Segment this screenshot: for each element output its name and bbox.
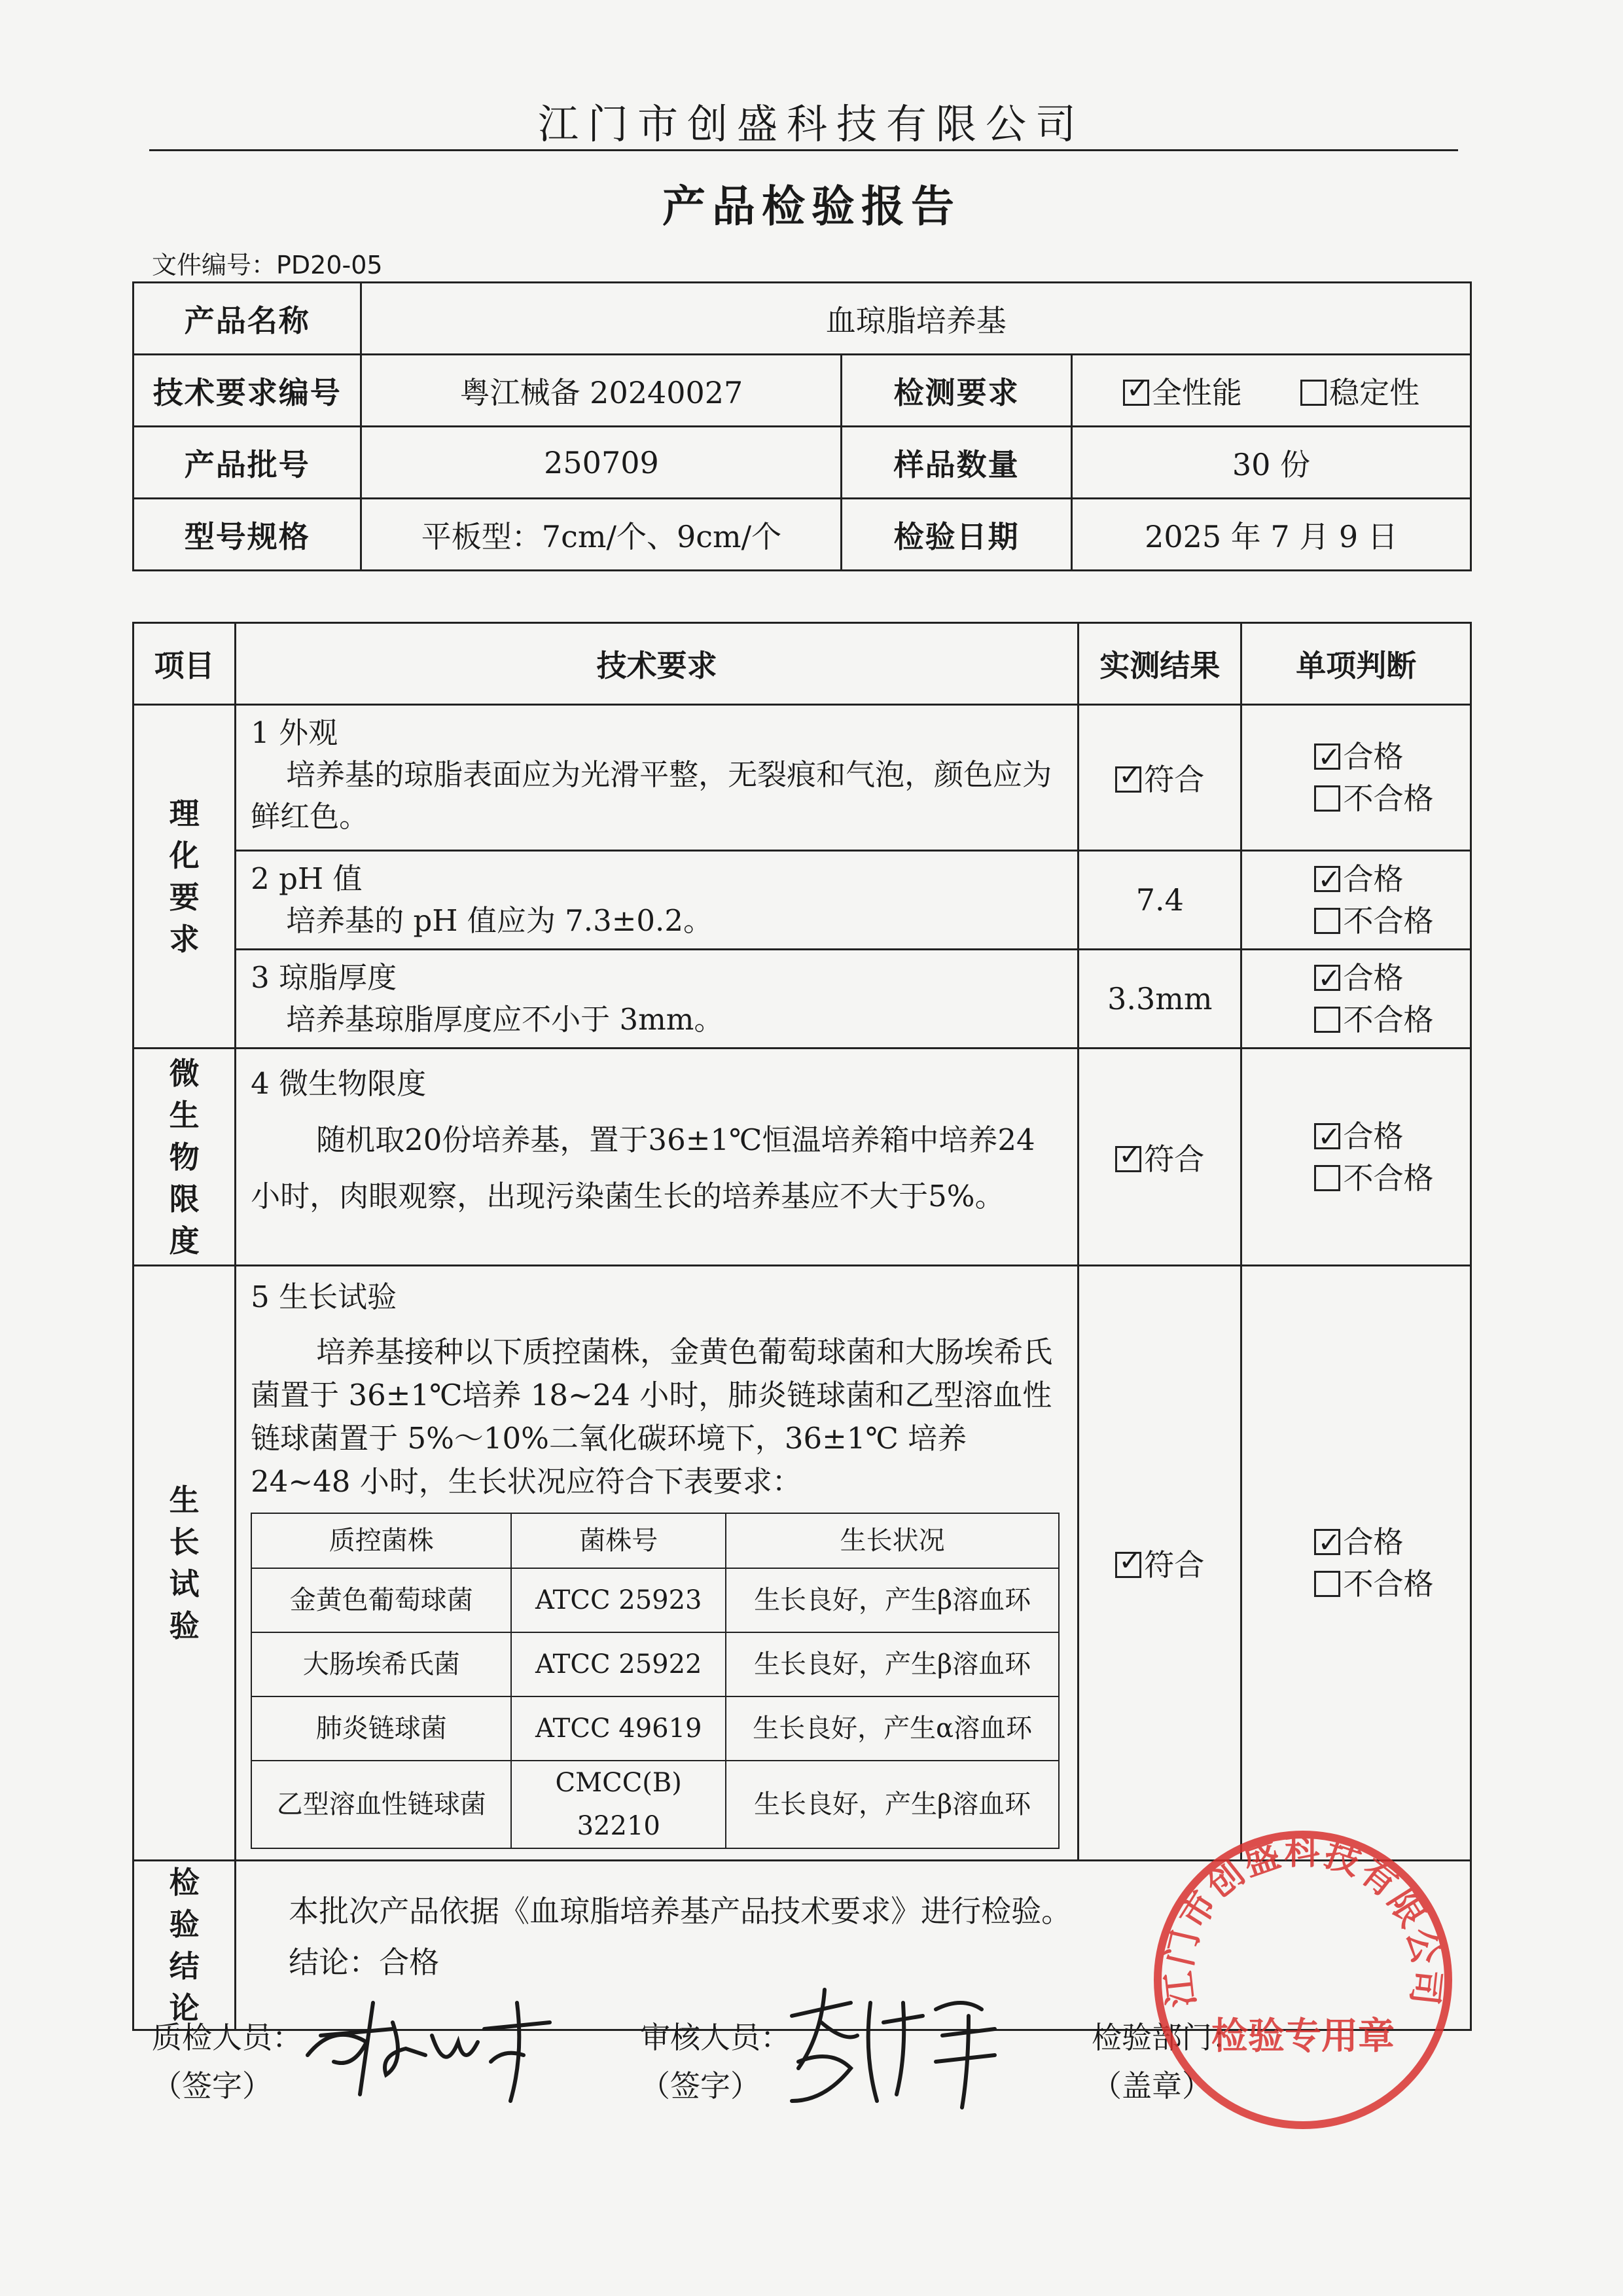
batch-value: 250709 bbox=[361, 427, 842, 499]
batch-label: 产品批号 bbox=[134, 427, 361, 499]
item-text: 随机取20份培养基，置于36±1℃恒温培养箱中培养24小时，肉眼观察，出现污染菌生长的培养基应不大于5%。 bbox=[251, 1122, 1035, 1213]
reviewer-handwritten-signature bbox=[772, 1977, 1008, 2114]
section-label-char: 生 bbox=[169, 1482, 200, 1518]
section-label-char: 试 bbox=[169, 1566, 200, 1602]
section-label-char: 要 bbox=[169, 880, 200, 915]
pass-label: 合格 bbox=[1343, 1524, 1404, 1560]
company-name: 江门市创盛科技有限公司 bbox=[537, 100, 1085, 148]
section-label-char: 微 bbox=[169, 1055, 200, 1091]
growth-status: 生长良好，产生β溶血环 bbox=[726, 1568, 1059, 1632]
result-checkbox[interactable] bbox=[1115, 766, 1141, 793]
section-label-char: 论 bbox=[169, 1990, 200, 2026]
header-rule bbox=[149, 149, 1458, 151]
conclusion-result: 结论：合格 bbox=[289, 1945, 440, 1980]
result-microbial-limit bbox=[1079, 1049, 1241, 1266]
section-label-char: 求 bbox=[169, 922, 200, 957]
strain-id-header: 菌株号 bbox=[511, 1513, 726, 1568]
pass-checkbox[interactable] bbox=[1314, 866, 1340, 892]
section-label-char: 度 bbox=[169, 1223, 200, 1259]
item-agar-thickness bbox=[236, 950, 1079, 1049]
fail-option bbox=[1242, 900, 1470, 942]
pass-label: 合格 bbox=[1343, 739, 1404, 774]
product-info-table bbox=[132, 281, 1472, 571]
reviewer-note: （签字） bbox=[640, 2068, 760, 2104]
item-title: 4 微生物限度 bbox=[251, 1066, 427, 1101]
fail-option bbox=[1242, 999, 1470, 1041]
item-title: 5 生长试验 bbox=[251, 1280, 397, 1314]
section-growth bbox=[134, 1266, 236, 1861]
item-text: 培养基的 pH 值应为 7.3±0.2。 bbox=[286, 903, 713, 938]
result-text: 符合 bbox=[1144, 762, 1205, 797]
col-tech-req-header: 技术要求 bbox=[236, 623, 1079, 705]
strain-id: ATCC 25923 bbox=[511, 1568, 726, 1632]
sample-qty-label: 样品数量 bbox=[842, 427, 1071, 499]
item-text: 培养基琼脂厚度应不小于 3mm。 bbox=[286, 1002, 724, 1037]
test-date-label: 检验日期 bbox=[842, 499, 1071, 571]
fail-checkbox[interactable] bbox=[1314, 908, 1340, 934]
col-result-header: 实测结果 bbox=[1079, 623, 1241, 705]
department-label: 检验部门： bbox=[1092, 2020, 1242, 2055]
section-label-char: 结 bbox=[169, 1948, 200, 1984]
section-label-char: 检 bbox=[169, 1865, 200, 1900]
result-text: 符合 bbox=[1144, 1141, 1205, 1177]
item-text: 培养基的琼脂表面应为光滑平整，无裂痕和气泡，颜色应为鲜红色。 bbox=[251, 757, 1052, 834]
strain-table bbox=[251, 1513, 1060, 1849]
fail-label: 不合格 bbox=[1343, 1566, 1434, 1602]
full-performance-checkbox[interactable] bbox=[1123, 380, 1149, 406]
item-appearance bbox=[236, 705, 1079, 851]
sample-qty-value: 30 份 bbox=[1071, 427, 1471, 499]
fail-checkbox[interactable] bbox=[1314, 1165, 1340, 1191]
stability-label: 稳定性 bbox=[1329, 374, 1420, 410]
section-conclusion bbox=[134, 1861, 236, 2030]
judgment-appearance bbox=[1241, 705, 1471, 851]
product-name-value: 血琼脂培养基 bbox=[361, 283, 1471, 355]
pass-option bbox=[1242, 736, 1470, 778]
pass-option bbox=[1242, 957, 1470, 999]
fail-label: 不合格 bbox=[1343, 781, 1434, 816]
result-agar-thickness: 3.3mm bbox=[1079, 950, 1241, 1049]
inspection-table bbox=[132, 622, 1472, 2031]
pass-checkbox[interactable] bbox=[1314, 744, 1340, 770]
strain-id: ATCC 49619 bbox=[511, 1696, 726, 1761]
fail-checkbox[interactable] bbox=[1314, 1571, 1340, 1597]
section-label-char: 理 bbox=[169, 796, 200, 831]
tech-req-no-label: 技术要求编号 bbox=[134, 355, 361, 427]
growth-status: 生长良好，产生α溶血环 bbox=[726, 1696, 1059, 1761]
result-text: 符合 bbox=[1144, 1547, 1205, 1583]
pass-label: 合格 bbox=[1343, 861, 1404, 897]
section-label-char: 验 bbox=[169, 1608, 200, 1643]
strain-id: CMCC(B) 32210 bbox=[511, 1761, 726, 1848]
inspector-handwritten-signature bbox=[294, 1983, 569, 2114]
section-physchem bbox=[134, 705, 236, 1049]
model-label: 型号规格 bbox=[134, 499, 361, 571]
item-microbial-limit bbox=[236, 1049, 1079, 1266]
result-ph: 7.4 bbox=[1079, 851, 1241, 950]
conclusion-basis: 本批次产品依据《血琼脂培养基产品技术要求》进行检验。 bbox=[289, 1893, 1072, 1929]
judgment-microbial-limit bbox=[1241, 1049, 1471, 1266]
fail-option bbox=[1242, 1563, 1470, 1605]
item-title: 3 琼脂厚度 bbox=[251, 960, 397, 995]
table-row bbox=[251, 1696, 1059, 1761]
test-req-options bbox=[1071, 355, 1471, 427]
col-judgment-header: 单项判断 bbox=[1241, 623, 1471, 705]
table-row bbox=[251, 1568, 1059, 1632]
table-row bbox=[251, 1761, 1059, 1848]
tech-req-no-value: 粤江械备 20240027 bbox=[361, 355, 842, 427]
model-value: 平板型：7cm/个、9cm/个 bbox=[361, 499, 842, 571]
result-growth-test bbox=[1079, 1266, 1241, 1861]
section-label-char: 化 bbox=[169, 838, 200, 873]
item-title: 2 pH 值 bbox=[251, 861, 363, 896]
strain-name: 大肠埃希氏菌 bbox=[251, 1632, 511, 1696]
fail-label: 不合格 bbox=[1343, 903, 1434, 939]
section-label-char: 生 bbox=[169, 1097, 200, 1133]
fail-checkbox[interactable] bbox=[1314, 785, 1340, 812]
pass-option bbox=[1242, 1521, 1470, 1563]
col-item-header: 项目 bbox=[134, 623, 236, 705]
stability-checkbox[interactable] bbox=[1300, 380, 1327, 406]
item-ph bbox=[236, 851, 1079, 950]
report-title: 产品检验报告 bbox=[662, 181, 961, 232]
inspection-seal bbox=[1149, 1826, 1457, 2134]
full-performance-label: 全性能 bbox=[1151, 374, 1242, 410]
inspector-signature-block bbox=[152, 2013, 302, 2110]
svg-text:江门市创盛科技有限公司 bbox=[1158, 1831, 1448, 2009]
test-date-value: 2025 年 7 月 9 日 bbox=[1071, 499, 1471, 571]
document-number: 文件编号：PD20-05 bbox=[152, 251, 383, 279]
test-req-label: 检测要求 bbox=[842, 355, 1071, 427]
judgment-ph bbox=[1241, 851, 1471, 950]
judgment-growth-test bbox=[1241, 1266, 1471, 1861]
item-text: 培养基接种以下质控菌株，金黄色葡萄球菌和大肠埃希氏菌置于 36±1℃培养 18~24 小时，肺炎链球菌和乙型溶血性链球菌置于 5%～10%二氧化碳环境下，36±1℃ 培养 24~48 小时，生长状况应符合下表要求： bbox=[251, 1335, 1053, 1499]
department-note: （盖章） bbox=[1092, 2068, 1212, 2104]
pass-checkbox[interactable] bbox=[1314, 1123, 1340, 1149]
seal-ring-text: 江门市创盛科技有限公司 bbox=[1158, 1831, 1448, 2009]
section-label-char: 验 bbox=[169, 1907, 200, 1942]
result-appearance bbox=[1079, 705, 1241, 851]
reviewer-label: 审核人员： bbox=[640, 2020, 791, 2055]
judgment-agar-thickness bbox=[1241, 950, 1471, 1049]
fail-option bbox=[1242, 1157, 1470, 1199]
section-label-char: 物 bbox=[169, 1139, 200, 1175]
reviewer-signature-block bbox=[640, 2013, 791, 2110]
product-name-label: 产品名称 bbox=[134, 283, 361, 355]
strain-name: 乙型溶血性链球菌 bbox=[251, 1761, 511, 1848]
fail-label: 不合格 bbox=[1343, 1002, 1434, 1037]
strain-header: 质控菌株 bbox=[251, 1513, 511, 1568]
item-growth-test bbox=[236, 1266, 1079, 1861]
table-row bbox=[251, 1632, 1059, 1696]
strain-name: 金黄色葡萄球菌 bbox=[251, 1568, 511, 1632]
growth-status: 生长良好，产生β溶血环 bbox=[726, 1761, 1059, 1848]
pass-label: 合格 bbox=[1343, 960, 1404, 996]
pass-label: 合格 bbox=[1343, 1118, 1404, 1154]
strain-name: 肺炎链球菌 bbox=[251, 1696, 511, 1761]
strain-id: ATCC 25922 bbox=[511, 1632, 726, 1696]
result-checkbox[interactable] bbox=[1115, 1552, 1141, 1578]
inspector-label: 质检人员： bbox=[152, 2020, 302, 2055]
seal-center-text: 检验专用章 bbox=[1211, 2015, 1395, 2058]
fail-label: 不合格 bbox=[1343, 1160, 1434, 1196]
inspector-note: （签字） bbox=[152, 2068, 272, 2104]
pass-option bbox=[1242, 1115, 1470, 1157]
fail-checkbox[interactable] bbox=[1314, 1007, 1340, 1033]
pass-option bbox=[1242, 858, 1470, 900]
fail-option bbox=[1242, 778, 1470, 819]
pass-checkbox[interactable] bbox=[1314, 965, 1340, 991]
section-label-char: 长 bbox=[169, 1524, 200, 1560]
growth-status-header: 生长状况 bbox=[726, 1513, 1059, 1568]
result-checkbox[interactable] bbox=[1115, 1146, 1141, 1172]
pass-checkbox[interactable] bbox=[1314, 1529, 1340, 1555]
section-microbe bbox=[134, 1049, 236, 1266]
item-title: 1 外观 bbox=[251, 715, 338, 750]
section-label-char: 限 bbox=[169, 1181, 200, 1217]
growth-status: 生长良好，产生β溶血环 bbox=[726, 1632, 1059, 1696]
